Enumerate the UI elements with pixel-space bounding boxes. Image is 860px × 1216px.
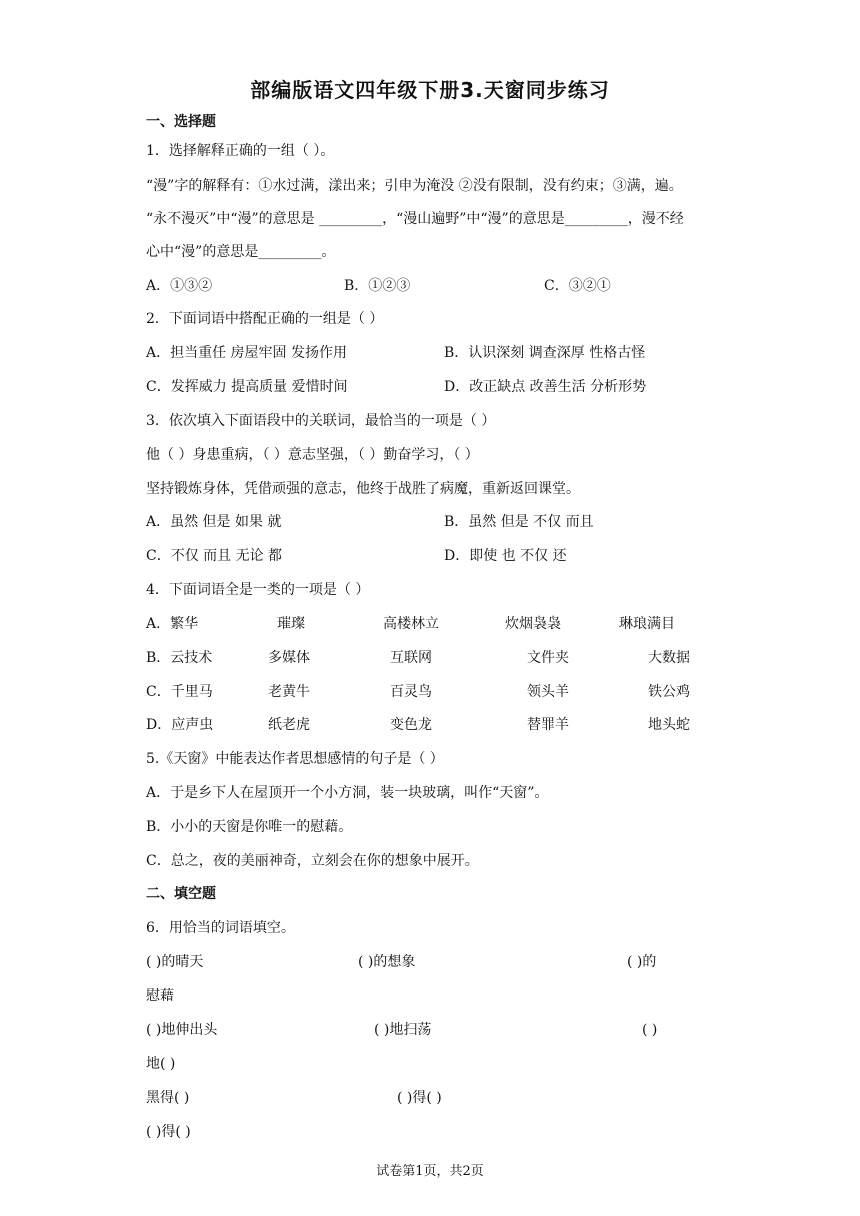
page-title: 部编版语文四年级下册3.天窗同步练习 xyxy=(250,78,610,102)
question-1-stem: 1．选择解释正确的一组（ ）。 xyxy=(146,143,335,159)
word: 百灵鸟 xyxy=(390,684,432,700)
fill-blank[interactable]: ( )的想象 xyxy=(358,954,416,970)
question-3-option-c[interactable]: C．不仅 而且 无论 都 xyxy=(146,548,283,564)
word: 地头蛇 xyxy=(648,717,690,733)
question-1-option-a[interactable]: A．①③② xyxy=(146,278,213,294)
word: 替罪羊 xyxy=(527,717,569,733)
option-label: C．千里马 xyxy=(146,684,213,700)
word: 大数据 xyxy=(648,650,690,666)
question-1-line-3: 心中“漫”的意思是_________。 xyxy=(146,244,336,260)
question-2-option-a[interactable]: A．担当重任 房屋牢固 发扬作用 xyxy=(146,345,348,361)
fill-blank[interactable]: ( )地扫荡 xyxy=(374,1022,432,1038)
word: 多媒体 xyxy=(268,650,310,666)
section-heading-fill: 二、填空题 xyxy=(146,886,216,902)
question-6-stem: 6．用恰当的词语填空。 xyxy=(146,920,295,936)
page-footer: 试卷第1页，共2页 xyxy=(376,1164,484,1179)
question-1-option-c[interactable]: C．③②① xyxy=(544,278,611,294)
question-1-line-2: “永不漫灭”中“漫”的意思是 _________，“漫山遍野”中“漫”的意思是_________，漫不经 xyxy=(146,211,684,227)
fill-blank[interactable]: ( )地伸出头 xyxy=(146,1022,218,1038)
fill-blank-continuation[interactable]: 地( ) xyxy=(146,1056,176,1072)
word: 纸老虎 xyxy=(268,717,310,733)
question-2-option-c[interactable]: C．发挥威力 提高质量 爱惜时间 xyxy=(146,379,348,395)
fill-blank-continuation: 慰藉 xyxy=(146,988,174,1004)
question-3-passage-line-2: 坚持锻炼身体，凭借顽强的意志，他终于战胜了病魔，重新返回课堂。 xyxy=(146,481,580,497)
fill-blank[interactable]: 黑得( ) xyxy=(146,1090,190,1106)
word: 老黄牛 xyxy=(268,684,310,700)
fill-blank[interactable]: ( ) xyxy=(642,1022,658,1038)
fill-blank[interactable]: ( )得( ) xyxy=(146,1124,191,1140)
section-heading-choice: 一、选择题 xyxy=(146,114,216,130)
question-3-passage-line-1: 他（ ）身患重病，（ ）意志坚强，（ ）勤奋学习，（ ） xyxy=(146,447,479,463)
question-3-option-a[interactable]: A．虽然 但是 如果 就 xyxy=(146,514,282,530)
word: 文件夹 xyxy=(527,650,569,666)
question-1-option-b[interactable]: B．①②③ xyxy=(344,278,411,294)
question-3-option-d[interactable]: D．即使 也 不仅 还 xyxy=(444,548,567,564)
fill-blank[interactable]: ( )的 xyxy=(627,954,657,970)
question-1-line-1: “漫”字的解释有：①水过满，漾出来；引申为淹没 ②没有限制，没有约束；③满，遍。 xyxy=(146,178,683,194)
word: 琳琅满目 xyxy=(619,616,675,632)
word: 变色龙 xyxy=(390,717,432,733)
option-label: A．繁华 xyxy=(146,616,199,632)
question-5-option-a[interactable]: A．于是乡下人在屋顶开一个小方洞，装一块玻璃，叫作“天窗”。 xyxy=(146,785,549,801)
question-2-stem: 2．下面词语中搭配正确的一组是（ ） xyxy=(146,311,384,327)
word: 炊烟袅袅 xyxy=(505,616,561,632)
word: 璀璨 xyxy=(277,616,305,632)
option-label: B．云技术 xyxy=(146,650,213,666)
question-3-stem: 3．依次填入下面语段中的关联词，最恰当的一项是（ ） xyxy=(146,413,496,429)
fill-blank[interactable]: ( )的晴天 xyxy=(146,954,204,970)
word: 高楼林立 xyxy=(383,616,439,632)
option-label: D．应声虫 xyxy=(146,717,214,733)
word: 铁公鸡 xyxy=(648,684,690,700)
word: 互联网 xyxy=(390,650,432,666)
question-5-option-c[interactable]: C．总之，夜的美丽神奇，立刻会在你的想象中展开。 xyxy=(146,853,479,869)
question-5-option-b[interactable]: B．小小的天窗是你唯一的慰藉。 xyxy=(146,819,353,835)
question-2-option-b[interactable]: B．认识深刻 调查深厚 性格古怪 xyxy=(444,345,646,361)
question-5-stem: 5.《天窗》中能表达作者思想感情的句子是（ ） xyxy=(146,751,444,767)
question-3-option-b[interactable]: B．虽然 但是 不仅 而且 xyxy=(444,514,594,530)
question-2-option-d[interactable]: D．改正缺点 改善生活 分析形势 xyxy=(444,379,647,395)
fill-blank[interactable]: ( )得( ) xyxy=(397,1090,442,1106)
question-4-stem: 4．下面词语全是一类的一项是（ ） xyxy=(146,582,370,598)
word: 领头羊 xyxy=(527,684,569,700)
